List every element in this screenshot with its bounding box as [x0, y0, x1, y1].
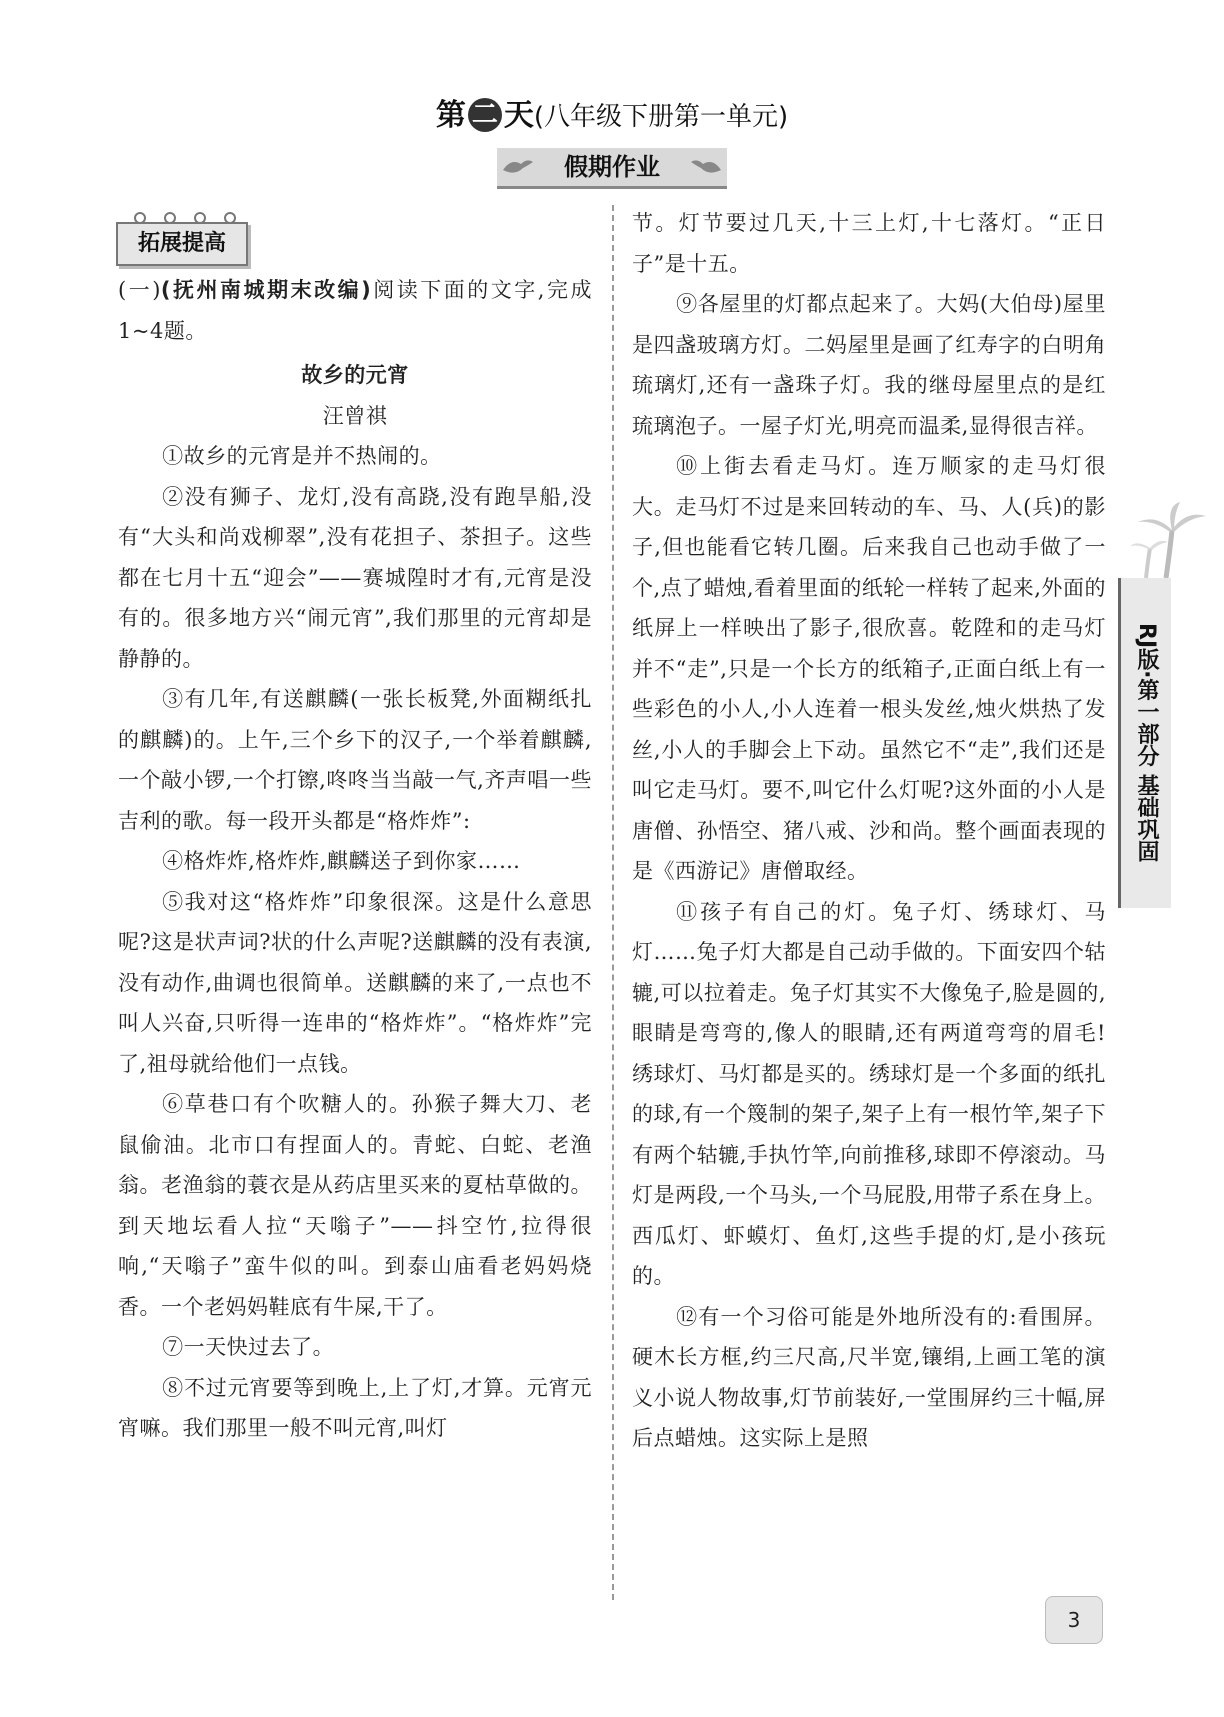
- question-instruction: 阅读下面的文字,完成1~4题。: [118, 278, 592, 343]
- paragraph: ⑤我对这“格炸炸”印象很深。这是什么意思呢?这是状声词?状的什么声呢?送麒麟的没有表演,没有动作,曲调也很简单。送麒麟的来了,一点也不叫人兴奋,只听得一连串的“格炸炸”。“格炸炸”完了,祖母就给他们一点钱。: [118, 889, 592, 1076]
- paragraph: ①故乡的元宵是并不热闹的。: [162, 444, 442, 468]
- paragraph: ⑦一天快过去了。: [162, 1335, 335, 1359]
- question-intro: [118, 270, 592, 351]
- side-tab: RJ版·第一部分 基础巩固: [1118, 578, 1171, 908]
- palm-tree-icon: [1126, 500, 1216, 580]
- section-tag: 拓展提高: [116, 222, 248, 266]
- paragraph: ⑫有一个习俗可能是外地所没有的:看围屏。硬木长方框,约三尺高,尺半宽,镶绢,上画工笔的演义小说人物故事,灯节前装好,一堂围屏约三十幅,屏后点蜡烛。这实际上是照: [632, 1304, 1106, 1450]
- column-divider: [612, 205, 614, 1600]
- bird-icon: [689, 154, 723, 178]
- paragraph-continuation: 节。灯节要过几天,十三上灯,十七落灯。“正日子”是十五。: [632, 211, 1106, 276]
- page-number: 3: [1045, 1596, 1103, 1644]
- question-source: (抚州南城期末改编): [160, 278, 372, 302]
- paragraph: ②没有狮子、龙灯,没有高跷,没有跑旱船,没有“大头和尚戏柳翠”,没有花担子、茶担子。这些都在七月十五“迎会”——赛城隍时才有,元宵是没有的。很多地方兴“闹元宵”,我们那里的元宵却是静静的。: [118, 484, 592, 671]
- unit-subtitle: (八年级下册第一单元): [533, 102, 789, 132]
- article-title: 故乡的元宵: [301, 363, 409, 387]
- right-column: [632, 203, 1106, 1459]
- paragraph: ⑨各屋里的灯都点起来了。大妈(大伯母)屋里是四盏玻璃方灯。二妈屋里是画了红寿字的白明角琉璃灯,还有一盏珠子灯。我的继母屋里点的是红琉璃泡子。一屋子灯光,明亮而温柔,显得很吉祥。: [632, 292, 1106, 438]
- day-number-badge: 二: [468, 98, 502, 132]
- day-prefix: 第: [435, 98, 466, 133]
- paragraph: ④格炸炸,格炸炸,麒麟送子到你家……: [162, 849, 521, 873]
- bird-icon: [501, 154, 535, 178]
- day-suffix: 天: [503, 98, 534, 133]
- paragraph: ⑩上街去看走马灯。连万顺家的走马灯很大。走马灯不过是来回转动的车、马、人(兵)的影子,但也能看它转几圈。后来我自己也动手做了一个,点了蜡烛,看着里面的纸轮一样转了起来,外面的纸屏上一样映出了影子,很欣喜。乾陞和的走马灯并不“走”,只是一个长方的纸箱子,正面白纸上有一些彩色的小人,小人连着一根头发丝,烛火烘热了发丝,小人的手脚会上下动。虽然它不“走”,我们还是叫它走马灯。要不,叫它什么灯呢?这外面的小人是唐僧、孙悟空、猪八戒、沙和尚。整个画面表现的是《西游记》唐僧取经。: [632, 454, 1106, 883]
- page-header: [0, 90, 1224, 134]
- paragraph: ⑪孩子有自己的灯。兔子灯、绣球灯、马灯……兔子灯大都是自己动手做的。下面安四个轱辘,可以拉着走。兔子灯其实不大像兔子,脸是圆的,眼睛是弯弯的,像人的眼睛,还有两道弯弯的眉毛!绣球灯、马灯都是买的。绣球灯是一个多面的纸扎的球,有一个篾制的架子,架子上有一根竹竿,架子下有两个轱辘,手执竹竿,向前推移,球即不停滚动。马灯是两段,一个马头,一个马屁股,用带子系在身上。西瓜灯、虾蟆灯、鱼灯,这些手提的灯,是小孩玩的。: [632, 899, 1106, 1288]
- paragraph: ③有几年,有送麒麟(一张长板凳,外面糊纸扎的麒麟)的。上午,三个乡下的汉子,一个举着麒麟,一个敲小锣,一个打镲,咚咚当当敲一气,齐声唱一些吉利的歌。每一段开头都是“格炸炸”:: [118, 687, 592, 833]
- homework-banner: [497, 148, 727, 189]
- left-column: [118, 270, 592, 1449]
- paragraph: ⑥草巷口有个吹糖人的。孙猴子舞大刀、老鼠偷油。北市口有捏面人的。青蛇、白蛇、老渔翁。老渔翁的蓑衣是从药店里买来的夏枯草做的。到天地坛看人拉“天嗡子”——抖空竹,拉得很响,“天嗡子”蛮牛似的叫。到泰山庙看老妈妈烧香。一个老妈妈鞋底有牛屎,干了。: [118, 1092, 592, 1319]
- banner-label: 假期作业: [564, 153, 660, 181]
- article-author: 汪曾祺: [322, 403, 388, 428]
- question-number: (一): [118, 278, 161, 302]
- paragraph: ⑧不过元宵要等到晚上,上了灯,才算。元宵元宵嘛。我们那里一般不叫元宵,叫灯: [118, 1375, 592, 1440]
